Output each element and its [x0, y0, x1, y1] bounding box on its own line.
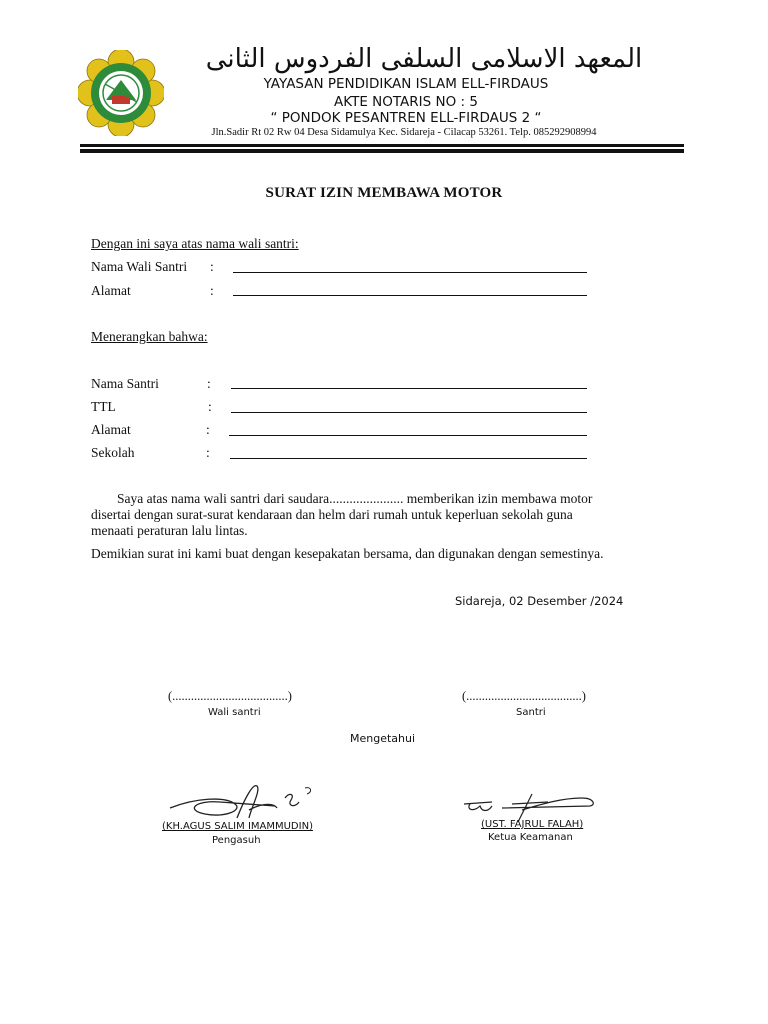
student-ttl-label: TTL	[91, 399, 116, 414]
notary-deed: AKTE NOTARIS NO : 5	[334, 94, 478, 110]
guardian-name-label: Nama Wali Santri	[91, 259, 188, 274]
guardian-role: Wali santri	[208, 707, 261, 718]
student-ttl-field[interactable]	[231, 412, 587, 413]
guardian-signature-blank: (.....................................)	[168, 689, 292, 703]
student-name-label: Nama Santri	[91, 376, 159, 391]
student-signature-blank: (.....................................)	[462, 689, 586, 703]
letter-title: SURAT IZIN MEMBAWA MOTOR	[265, 185, 503, 201]
student-address-label: Alamat	[91, 422, 131, 437]
closing-paragraph: Demikian surat ini kami buat dengan kesepakatan bersama, dan digunakan dengan semestinya.	[91, 546, 604, 561]
guardian-intro: Dengan ini saya atas nama wali santri:	[91, 236, 299, 251]
header-divider-thin	[80, 144, 684, 147]
student-role: Santri	[516, 707, 546, 718]
guardian-name-field[interactable]	[233, 272, 587, 273]
guardian-address-colon: :	[210, 283, 214, 298]
school-address: Jln.Sadir Rt 02 Rw 04 Desa Sidamulya Kec. Sidareja - Cilacap 53261. Telp. 085292908994	[211, 127, 597, 138]
permission-paragraph-line2: disertai dengan surat-surat kendaraan dan helm dari rumah untuk keperluan sekolah guna	[91, 507, 573, 522]
student-address-colon: :	[206, 422, 210, 437]
foundation-name: YAYASAN PENDIDIKAN ISLAM ELL-FIRDAUS	[263, 76, 549, 92]
student-school-colon: :	[206, 445, 210, 460]
security-name	[481, 819, 583, 830]
student-address-field[interactable]	[229, 435, 587, 436]
guardian-address-label: Alamat	[91, 283, 131, 298]
arabic-institution-name: المعهد الاسلامى السلفى الفردوس الثانى	[205, 44, 643, 74]
header-divider-thick	[80, 149, 684, 153]
student-name-field[interactable]	[231, 388, 587, 389]
student-intro: Menerangkan bahwa:	[91, 329, 208, 344]
leader-name	[162, 821, 313, 832]
guardian-name-colon: :	[210, 259, 214, 274]
student-ttl-colon: :	[208, 399, 212, 414]
place-date: Sidareja, 02 Desember /2024	[455, 594, 624, 608]
acknowledge-label: Mengetahui	[350, 732, 416, 745]
student-name-colon: :	[207, 376, 211, 391]
permission-paragraph-line1: Saya atas nama wali santri dari saudara...................... memberikan izin membawa motor	[117, 491, 593, 506]
security-name-text: (UST. FAJRUL FALAH)	[481, 819, 584, 830]
security-role: Ketua Keamanan	[488, 832, 573, 843]
guardian-address-field[interactable]	[233, 295, 587, 296]
school-name: “ PONDOK PESANTREN ELL-FIRDAUS 2 “	[270, 110, 542, 126]
student-school-label: Sekolah	[91, 445, 135, 460]
permission-paragraph-line3: menaati peraturan lalu lintas.	[91, 523, 248, 538]
leader-name-text: (KH.AGUS SALIM IMAMMUDIN)	[162, 821, 313, 832]
leader-role: Pengasuh	[212, 835, 261, 846]
student-school-field[interactable]	[230, 458, 587, 459]
